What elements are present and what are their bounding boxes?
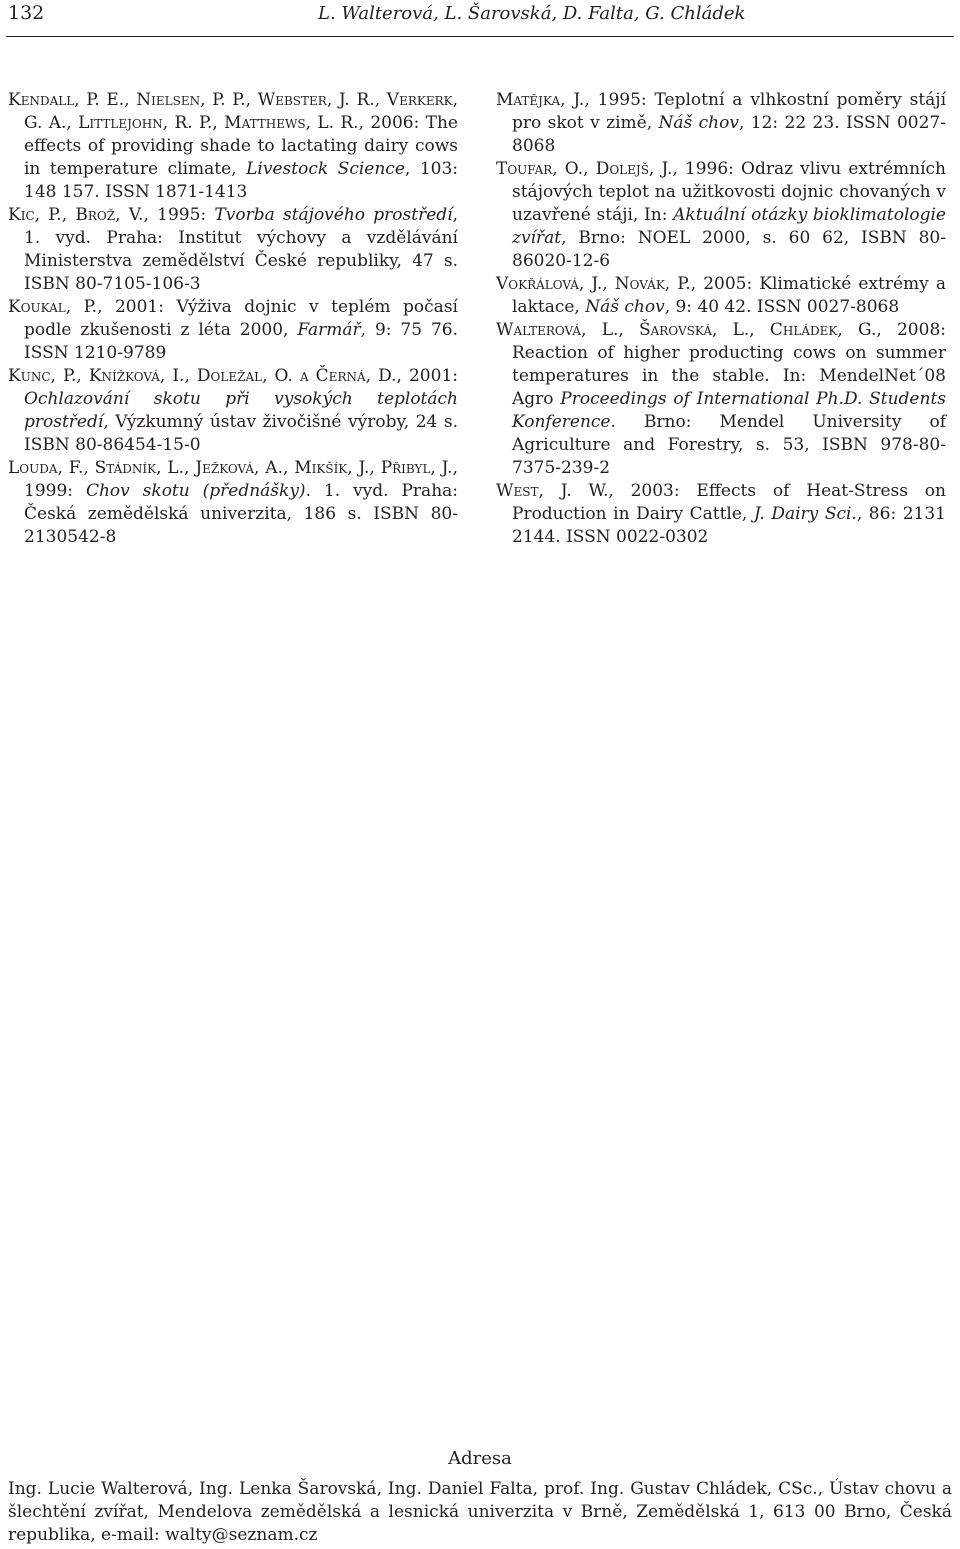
reference-text: , 1999: (24, 458, 458, 501)
reference-entry (496, 273, 946, 319)
reference-text: , 2001: Výživa dojnic v teplém počasí podle zkušenosti z léta 2000, (24, 297, 458, 340)
running-head: L. Walterová, L. Šarovská, D. Falta, G. Chládek (318, 3, 746, 24)
reference-authors: West, J. W. (496, 481, 609, 501)
reference-text: , 2006: The effects of providing shade to lactating dairy cows in temperature climate, (24, 113, 458, 179)
address-text: Ing. Lucie Walterová, Ing. Lenka Šarovská, Ing. Daniel Falta, prof. Ing. Gustav Chládek, CSc., Ústav chovu a šlechtění zvířat, Mendelova zemědělská a lesnická univerzita v Brně, Zemědělská 1, 613 00 Brno, Česká republika, e-mail: walty@seznam.cz (8, 1479, 952, 1545)
reference-details: , 103: 148 157. ISSN 1871-1413 (24, 159, 459, 202)
reference-authors: Toufar, O., Dolejš, J. (496, 159, 673, 179)
reference-text: , 1995: (143, 205, 215, 225)
reference-entry (496, 89, 946, 158)
reference-authors: Matějka, J. (496, 90, 585, 110)
reference-title: Proceedings of International Ph.D. Students Konference. (512, 389, 946, 432)
reference-entry (8, 457, 458, 549)
reference-details: , 9: 40 42. ISSN 0027-8068 (664, 297, 900, 317)
reference-details: , 1. vyd. Praha: Institut výchovy a vzdělávání Ministerstva zemědělství České republiky, 47 s. ISBN 80-7105-106-3 (24, 205, 459, 294)
reference-title: Farmář (297, 320, 361, 340)
reference-text: , 1995: Teplotní a vlhkostní poměry stájí pro skot v zimě, (512, 90, 947, 133)
reference-title: Livestock Science (246, 159, 405, 179)
reference-authors: Kunc, P., Knížková, I., Doležal, O. a Černá, D. (8, 366, 397, 386)
reference-title: J. Dairy Sci. (753, 504, 857, 524)
reference-entry (496, 319, 946, 480)
reference-authors: Louda, F., Stádník, L., Ježková, A., Mikšík, J., Přibyl, J. (8, 458, 453, 478)
reference-entry (496, 480, 946, 549)
reference-title: Chov skotu (přednášky) (85, 481, 306, 501)
reference-details: . 1. vyd. Praha: Česká zemědělská univerzita, 186 s. ISBN 80-2130542-8 (24, 481, 459, 547)
reference-entry (8, 365, 458, 457)
references-right-column (496, 89, 946, 549)
reference-details: , 12: 22 23. ISSN 0027-8068 (512, 113, 946, 156)
reference-title: Ochlazování skotu při vysokých teplotách prostředí (24, 389, 458, 432)
reference-text: , 1996: Odraz vlivu extrémních stájových teplot na užitkovosti dojnic chovaných v uzavřené stáji, In: (512, 159, 946, 225)
reference-details: , Brno: NOEL 2000, s. 60 62, ISBN 80-86020-12-6 (512, 228, 946, 271)
reference-title: Náš chov (658, 113, 739, 133)
reference-details: , 9: 75 76. ISSN 1210-9789 (24, 320, 459, 363)
reference-authors: Kendall, P. E., Nielsen, P. P., Webster, J. R., Verkerk, G. A., Littlejohn, R. P., Matthews, L. R. (8, 90, 458, 133)
reference-details: Brno: Mendel University of Agriculture and Forestry, s. 53, ISBN 978-80-7375-239-2 (512, 412, 946, 478)
reference-entry (496, 158, 946, 273)
reference-text: , 2008: Reaction of higher producting cows on summer temperatures in the stable. In: MendelNet´08 Agro (512, 320, 946, 409)
reference-details: , Výzkumný ústav živočišné výroby, 24 s. ISBN 80-86454-15-0 (24, 412, 458, 455)
reference-text: , 2003: Effects of Heat-Stress on Production in Dairy Cattle, (512, 481, 946, 524)
reference-details: , 86: 2131 2144. ISSN 0022-0302 (512, 504, 946, 547)
header-rule (6, 36, 954, 37)
reference-authors: Walterová, L., Šarovská, L., Chládek, G. (496, 320, 877, 340)
reference-entry (8, 296, 458, 365)
reference-text: , 2005: Klimatické extrémy a laktace, (512, 274, 946, 317)
reference-entry (8, 204, 458, 296)
reference-title: Náš chov (585, 297, 665, 317)
address-heading: Adresa (448, 1448, 512, 1469)
references-left-column (8, 89, 458, 549)
reference-title: Tvorba stájového prostředí (214, 205, 453, 225)
reference-text: , 2001: (396, 366, 458, 386)
reference-title: Aktuální otázky bioklimatologie zvířat (512, 205, 946, 248)
reference-authors: Kic, P., Brož, V. (8, 205, 144, 225)
reference-entry (8, 89, 458, 204)
page-number: 132 (8, 2, 45, 24)
reference-authors: Koukal, P. (8, 297, 98, 317)
reference-authors: Vokřálová, J., Novák, P. (496, 274, 691, 294)
page-header (0, 0, 960, 40)
